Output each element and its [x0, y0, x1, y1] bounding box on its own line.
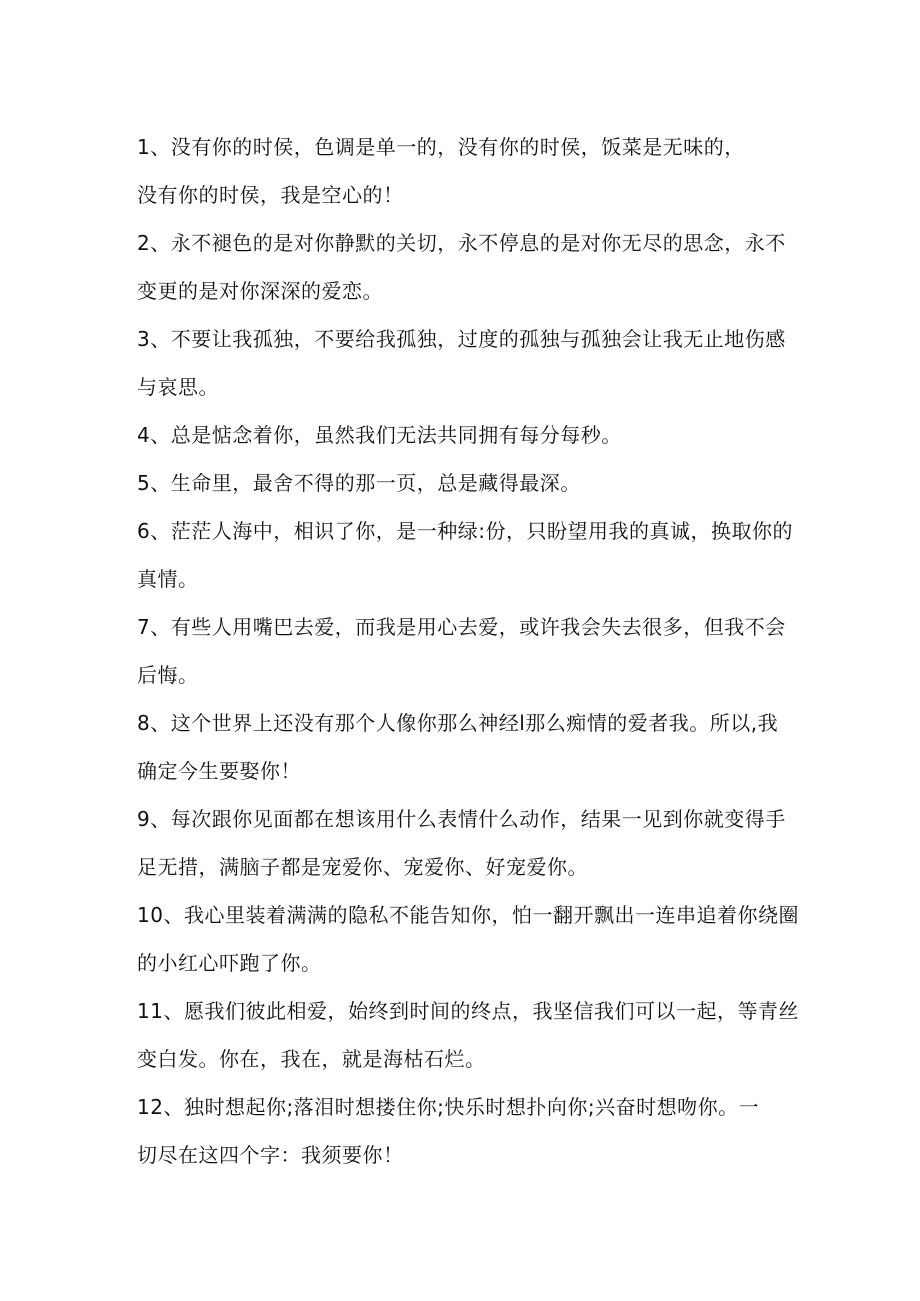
document-body	[137, 123, 797, 1179]
text-line: 变白发。你在，我在，就是海枯石烂。	[137, 1047, 486, 1071]
text-line: 足无措，满脑子都是宠爱你、宠爱你、好宠爱你。	[137, 855, 588, 879]
text-line: 7、有些人用嘴巴去爱，而我是用心去爱，或许我会失去很多，但我不会	[137, 615, 786, 639]
text-line: 没有你的时侯，我是空心的！	[137, 183, 404, 207]
text-line: 4、总是惦念着你，虽然我们无法共同拥有每分每秒。	[137, 423, 622, 447]
text-line: 后悔。	[137, 663, 199, 687]
text-line: 与哀思。	[137, 375, 219, 399]
text-line: 3、不要让我孤独，不要给我孤独，过度的孤独与孤独会让我无止地伤感	[137, 327, 786, 351]
text-line: 变更的是对你深深的爱恋。	[137, 279, 383, 303]
text-line: 确定今生要娶你！	[137, 759, 301, 783]
text-line: 的小红心吓跑了你。	[137, 951, 322, 975]
text-line: 12、独时想起你;落泪时想搂住你;快乐时想扑向你;兴奋时想吻你。一	[137, 1095, 760, 1119]
text-line: 10、我心里装着满满的隐私不能告知你，怕一翻开飘出一连串追着你绕圈	[137, 903, 799, 927]
text-line: 5、生命里，最舍不得的那一页，总是藏得最深。	[137, 471, 581, 495]
text-line: 8、这个世界上还没有那个人像你那么神经l那么痴情的爱者我。所以,我	[137, 711, 779, 735]
text-line: 2、永不褪色的是对你静默的关切，永不停息的是对你无尽的思念，永不	[137, 231, 786, 255]
text-line: 1、没有你的时侯，色调是单一的，没有你的时侯，饭菜是无味的，	[137, 135, 745, 159]
text-line: 真情。	[137, 567, 199, 591]
text-line: 切尽在这四个字：我须要你！	[137, 1143, 404, 1167]
text-line: 9、每次跟你见面都在想该用什么表情什么动作，结果一见到你就变得手	[137, 807, 786, 831]
text-line: 6、茫茫人海中，相识了你，是一种绿:份，只盼望用我的真诚，换取你的	[137, 519, 793, 543]
text-line: 11、愿我们彼此相爱，始终到时间的终点，我坚信我们可以一起，等青丝	[137, 999, 799, 1023]
